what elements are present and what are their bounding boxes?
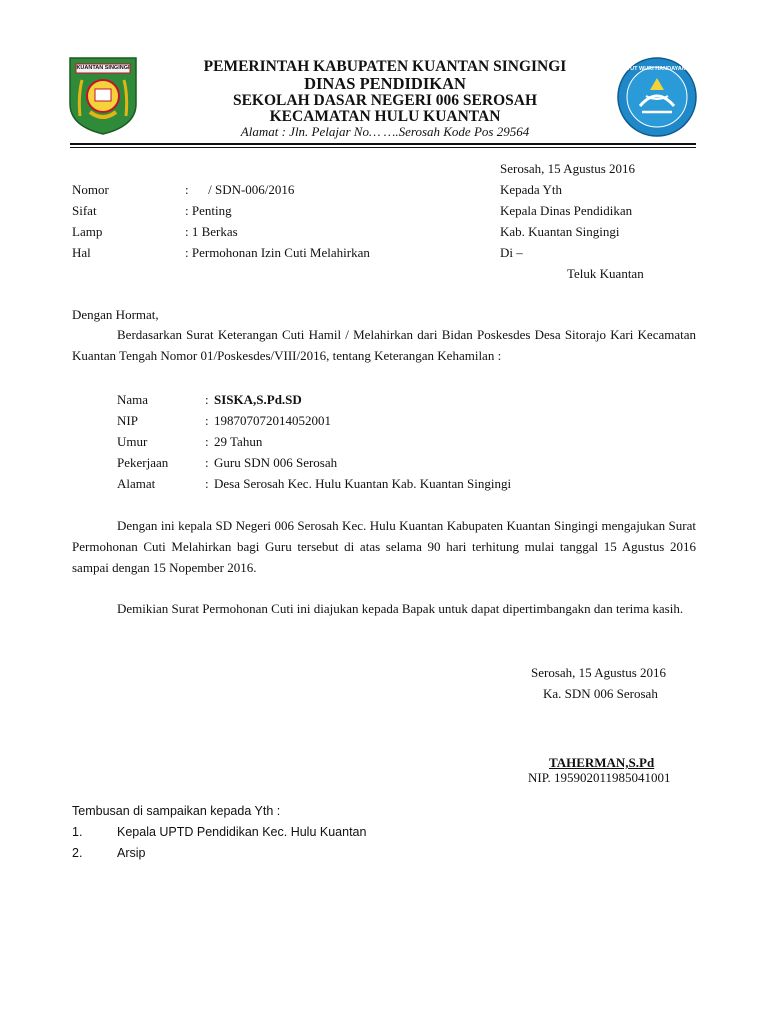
letter-date: Serosah, 15 Agustus 2016: [500, 161, 636, 176]
meta-value-hal: : Permohonan Izin Cuti Melahirkan: [185, 245, 370, 260]
tut-wuri-logo: [612, 56, 702, 138]
kop-line-2: DINAS PENDIDIKAN: [304, 74, 466, 93]
tembusan-num-2: 2.: [72, 846, 83, 860]
meta-label-sifat: Sifat: [72, 203, 97, 218]
meta-value-lamp: : 1 Berkas: [185, 224, 238, 239]
regency-logo: [68, 56, 138, 136]
recipient-line-4: Di –: [500, 245, 523, 260]
identity-label-pekerjaan: Pekerjaan: [117, 455, 169, 470]
identity-value-nama: SISKA,S.Pd.SD: [214, 392, 302, 407]
recipient-line-1: Kepada Yth: [500, 182, 562, 197]
paragraph-1: Berdasarkan Surat Keterangan Cuti Hamil / Melahirkan dari Bidan Poskesdes Desa Sitorajo Kari Kecamatan Kuantan Tengah Nomor 01/Poskesdes/VIII/2016, tentang Keterangan Kehamilan :: [72, 327, 696, 363]
recipient-city: Teluk Kuantan: [567, 266, 644, 281]
kop-line-4: KECAMATAN HULU KUANTAN: [269, 108, 501, 125]
closing-place-date: Serosah, 15 Agustus 2016: [531, 665, 667, 680]
kop-address: Alamat : Jln. Pelajar No… ….Serosah Kode Pos 29564: [240, 124, 530, 139]
identity-sep-umur: :: [205, 434, 212, 449]
closing-position: Ka. SDN 006 Serosah: [543, 686, 658, 701]
meta-value-sifat: : Penting: [185, 203, 232, 218]
identity-value-umur: 29 Tahun: [214, 434, 263, 449]
regency-logo-text: KUANTAN SINGINGI: [76, 65, 130, 71]
kop-line-3: SEKOLAH DASAR NEGERI 006 SEROSAH: [232, 92, 538, 109]
meta-label-lamp: Lamp: [72, 224, 103, 239]
tembusan-num-1: 1.: [72, 825, 83, 839]
tembusan-title: Tembusan di sampaikan kepada Yth :: [72, 804, 281, 818]
identity-sep-alamat: :: [205, 476, 212, 491]
tut-wuri-logo-text: TUT WURI HANDAYANI: [626, 66, 688, 72]
identity-label-umur: Umur: [117, 434, 148, 449]
kop-divider: [70, 143, 696, 145]
paragraph-2: Dengan ini kepala SD Negeri 006 Serosah Kec. Hulu Kuantan Kabupaten Kuantan Singingi mengajukan Surat Permohonan Cuti Melahirkan bagi Guru tersebut di atas selama 90 hari terhitung mulai tanggal 15 Agustus 2016 sampai dengan 15 Nopember 2016.: [72, 518, 696, 575]
identity-value-pekerjaan: Guru SDN 006 Serosah: [214, 455, 338, 470]
meta-label-hal: Hal: [72, 245, 91, 260]
kop-line-1: PEMERINTAH KABUPATEN KUANTAN SINGINGI: [203, 58, 567, 75]
kop-divider-thin: [70, 147, 696, 148]
identity-sep-nama: :: [205, 392, 212, 407]
identity-sep-nip: :: [205, 413, 212, 428]
tembusan-item-1: Kepala UPTD Pendidikan Kec. Hulu Kuantan: [117, 825, 367, 839]
paragraph-3: Demikian Surat Permohonan Cuti ini diajukan kepada Bapak untuk dapat dipertimbangakn dan terima kasih.: [117, 601, 684, 616]
identity-label-nama: Nama: [117, 392, 149, 407]
identity-label-alamat: Alamat: [117, 476, 156, 491]
recipient-line-3: Kab. Kuantan Singingi: [500, 224, 620, 239]
meta-value-nomor: : / SDN-006/2016: [185, 182, 295, 197]
tembusan-item-2: Arsip: [117, 846, 146, 860]
signatory-name: TAHERMAN,S.Pd: [549, 755, 655, 770]
signatory-nip: NIP. 195902011985041001: [528, 770, 671, 785]
identity-value-alamat: Desa Serosah Kec. Hulu Kuantan Kab. Kuantan Singingi: [214, 476, 512, 491]
recipient-line-2: Kepala Dinas Pendidikan: [500, 203, 633, 218]
identity-sep-pekerjaan: :: [205, 455, 212, 470]
meta-label-nomor: Nomor: [72, 182, 109, 197]
identity-label-nip: NIP: [117, 413, 138, 428]
identity-value-nip: 198707072014052001: [214, 413, 331, 428]
greeting: Dengan Hormat,: [72, 307, 159, 322]
